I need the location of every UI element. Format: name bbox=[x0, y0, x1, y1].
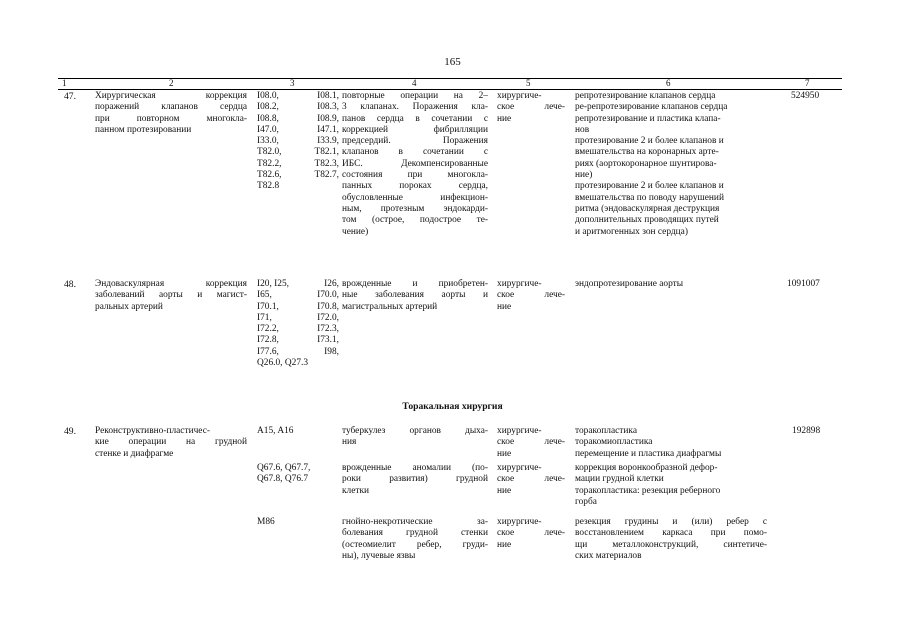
icd-code: I08.3, bbox=[317, 102, 339, 113]
method-line: перемещение и пластика диафрагмы bbox=[575, 448, 722, 459]
icd-code: I77.6, bbox=[257, 346, 279, 357]
patient-model bbox=[342, 426, 488, 449]
icd-codes bbox=[257, 463, 310, 486]
column-header-row bbox=[58, 78, 842, 90]
treatment-line: ние bbox=[497, 539, 512, 550]
treatment-method bbox=[575, 517, 767, 562]
section-title: Торакальная хирургия bbox=[402, 401, 503, 412]
model-line: предсердий. Поражения bbox=[342, 136, 488, 147]
treatment-method bbox=[575, 463, 720, 508]
icd-code: I71, bbox=[257, 312, 272, 323]
icd-code-line: Q67.8, Q76.7 bbox=[257, 474, 309, 485]
patient-model bbox=[342, 463, 488, 497]
method-line: эндопротезирование аорты bbox=[575, 279, 684, 289]
treatment-line: ское лече- bbox=[497, 528, 565, 539]
icd-codes bbox=[257, 279, 339, 369]
model-line: врожденные и приобретен- bbox=[342, 279, 488, 289]
icd-code: I08.9, bbox=[317, 113, 339, 124]
model-line: повторные операции на 2– bbox=[342, 91, 488, 101]
icd-code: T82.7, bbox=[314, 170, 339, 181]
icd-code: I47.1, bbox=[317, 124, 339, 135]
procedure-name-line: ральных артерий bbox=[95, 301, 163, 312]
icd-code: I08.1, bbox=[317, 91, 339, 101]
page-number: 165 bbox=[444, 56, 461, 68]
model-line: обусловленные инфекцион- bbox=[342, 192, 488, 203]
icd-code: I98, bbox=[324, 346, 339, 357]
treatment-line: ние bbox=[497, 448, 512, 459]
procedure-name-line: панном протезировании bbox=[95, 124, 192, 135]
column-number-7: 7 bbox=[805, 78, 810, 88]
row-number: 47. bbox=[64, 91, 76, 102]
model-line: ны), лучевые язвы bbox=[342, 550, 416, 561]
treatment-line: ние bbox=[497, 113, 512, 124]
method-line: нов bbox=[575, 124, 590, 135]
treatment-method bbox=[575, 426, 721, 460]
method-line: восстановлением каркаса при помо- bbox=[575, 528, 767, 539]
icd-code: T82.8 bbox=[257, 181, 280, 192]
method-line: и аритмогенных зон сердца) bbox=[575, 226, 688, 237]
model-line: панных пороках сердца, bbox=[342, 181, 488, 192]
model-line: туберкулез органов дыха- bbox=[342, 426, 488, 436]
icd-code: I70.1, bbox=[257, 301, 279, 312]
method-line: ских материалов bbox=[575, 550, 642, 561]
method-line: резекция грудины и (или) ребер с bbox=[575, 517, 767, 527]
row-number: 48. bbox=[64, 279, 76, 290]
patient-model bbox=[342, 517, 488, 562]
icd-code: Q26.0, Q27.3 bbox=[257, 358, 309, 369]
treatment-method bbox=[575, 279, 683, 290]
patient-model bbox=[342, 279, 488, 313]
icd-code bbox=[303, 358, 339, 369]
method-line: дополнительных проводящих путей bbox=[575, 215, 719, 226]
model-line: клетки bbox=[342, 485, 370, 496]
method-line: ре-репротезирование клапанов сердца bbox=[575, 102, 728, 113]
cost-value: 1091007 bbox=[787, 279, 820, 289]
model-line: клапанов в сочетании с bbox=[342, 147, 488, 158]
model-line: ния bbox=[342, 437, 357, 448]
icd-code: I72.0, bbox=[317, 312, 339, 323]
icd-code: I33.9, bbox=[317, 136, 339, 147]
icd-code: I72.8, bbox=[257, 335, 279, 346]
treatment-line: хирургиче- bbox=[497, 279, 542, 289]
treatment-line: хирургиче- bbox=[497, 463, 542, 473]
icd-codes: M86 bbox=[257, 517, 275, 527]
icd-code: I26, bbox=[324, 279, 339, 289]
cost-value: 192898 bbox=[792, 426, 821, 436]
method-line: вмешательства на коронарных арте- bbox=[575, 147, 719, 158]
column-number-3: 3 bbox=[290, 78, 295, 88]
procedure-name-line: Реконструктивно-пластичес- bbox=[95, 426, 210, 436]
procedure-name bbox=[95, 426, 247, 460]
icd-code: I47.0, bbox=[257, 124, 279, 135]
method-line: торакопластика bbox=[575, 426, 637, 436]
procedure-name-line: Эндоваскулярная коррекция bbox=[95, 279, 247, 289]
model-line: том (острое, подострое те- bbox=[342, 215, 488, 226]
icd-code: I65, bbox=[257, 290, 272, 301]
method-line: горба bbox=[575, 496, 597, 507]
method-line: протезирование 2 и более клапанов и bbox=[575, 181, 724, 192]
icd-code: I33.0, bbox=[257, 136, 279, 147]
method-line: коррекция воронкообразной дефор- bbox=[575, 463, 718, 473]
method-line: ние) bbox=[575, 170, 593, 181]
procedure-name-line: поражений клапанов сердца bbox=[95, 102, 247, 113]
model-line: болевания грудной стенки bbox=[342, 528, 488, 539]
model-line: ным, протезным эндокарди- bbox=[342, 203, 488, 214]
model-line: коррекцией фибрилляции bbox=[342, 124, 488, 135]
icd-code: I73.1, bbox=[317, 335, 339, 346]
model-line: ные заболевания аорты и bbox=[342, 290, 488, 301]
treatment-line: хирургиче- bbox=[497, 91, 542, 101]
icd-code: I70.0, bbox=[317, 290, 339, 301]
treatment-line: ское лече- bbox=[497, 290, 565, 301]
treatment-type bbox=[497, 91, 565, 125]
model-line: врожденные аномалии (по- bbox=[342, 463, 488, 473]
procedure-name-line: при повторном многокла- bbox=[95, 113, 247, 124]
cost-value: 524950 bbox=[791, 91, 820, 101]
icd-code: I72.2, bbox=[257, 324, 279, 335]
procedure-name-line: кие операции на грудной bbox=[95, 437, 247, 448]
treatment-type bbox=[497, 517, 565, 551]
icd-code: T82.1, bbox=[314, 147, 339, 158]
method-line: репротезирование и пластика клапа- bbox=[575, 113, 721, 124]
method-line: торакомиопластика bbox=[575, 437, 653, 448]
method-line: риях (аортокоронарное шунтирова- bbox=[575, 158, 717, 169]
column-number-2: 2 bbox=[169, 78, 174, 88]
treatment-line: хирургиче- bbox=[497, 517, 542, 527]
model-line: чение) bbox=[342, 226, 369, 237]
model-line: магистральных артерий bbox=[342, 301, 438, 312]
method-line: мации грудной клетки bbox=[575, 474, 664, 485]
row-number: 49. bbox=[64, 426, 76, 437]
icd-code: T82.6, bbox=[257, 170, 282, 181]
model-line: (остеомиелит ребер, груди- bbox=[342, 539, 488, 550]
treatment-type bbox=[497, 279, 565, 313]
method-line: протезирование 2 и более клапанов и bbox=[575, 136, 724, 147]
treatment-line: ское лече- bbox=[497, 437, 565, 448]
model-line: 3 клапанах. Поражения кла- bbox=[342, 102, 488, 113]
model-line: гнойно-некротические за- bbox=[342, 517, 488, 527]
treatment-line: ние bbox=[497, 485, 512, 496]
procedure-name-line: заболеваний аорты и магист- bbox=[95, 290, 247, 301]
column-number-5: 5 bbox=[526, 78, 531, 88]
column-number-4: 4 bbox=[412, 78, 417, 88]
patient-model bbox=[342, 91, 488, 238]
method-line: ритма (эндоваскулярная деструкция bbox=[575, 203, 720, 214]
procedure-name bbox=[95, 279, 247, 313]
procedure-name-line: стенке и диафрагме bbox=[95, 448, 174, 459]
icd-code: I72.3, bbox=[317, 324, 339, 335]
treatment-line: ское лече- bbox=[497, 102, 565, 113]
icd-codes: A15, A16 bbox=[257, 426, 294, 436]
model-line: ИБС. Декомпенсированные bbox=[342, 158, 488, 169]
icd-code: T82.0, bbox=[257, 147, 282, 158]
procedure-name-line: Хирургическая коррекция bbox=[95, 91, 247, 101]
icd-code-line: Q67.6, Q67.7, bbox=[257, 463, 311, 473]
treatment-type bbox=[497, 426, 565, 460]
method-line: торакопластика: резекция реберного bbox=[575, 485, 721, 496]
method-line: щи металлоконструкций, синтетиче- bbox=[575, 539, 767, 550]
icd-code: T82.3, bbox=[314, 158, 339, 169]
icd-code: T82.2, bbox=[257, 158, 282, 169]
model-line: состояния при многокла- bbox=[342, 170, 488, 181]
treatment-type bbox=[497, 463, 565, 497]
icd-code bbox=[303, 181, 339, 192]
column-number-6: 6 bbox=[666, 78, 671, 88]
icd-code: I08.8, bbox=[257, 113, 279, 124]
treatment-line: ское лече- bbox=[497, 474, 565, 485]
procedure-name bbox=[95, 91, 247, 136]
icd-code: I08.0, bbox=[257, 91, 279, 101]
icd-code: I70.8, bbox=[317, 301, 339, 312]
model-line: панов сердца в сочетании с bbox=[342, 113, 488, 124]
model-line: роки развития) грудной bbox=[342, 474, 488, 485]
treatment-line: хирургиче- bbox=[497, 426, 542, 436]
column-number-1: 1 bbox=[62, 78, 67, 88]
treatment-line: ние bbox=[497, 301, 512, 312]
method-line: вмешательства по поводу нарушений bbox=[575, 192, 724, 203]
icd-code: I08.2, bbox=[257, 102, 279, 113]
method-line: репротезирование клапанов сердца bbox=[575, 91, 716, 101]
treatment-method bbox=[575, 91, 727, 238]
icd-codes bbox=[257, 91, 339, 193]
icd-code: I20, I25, bbox=[257, 279, 290, 289]
